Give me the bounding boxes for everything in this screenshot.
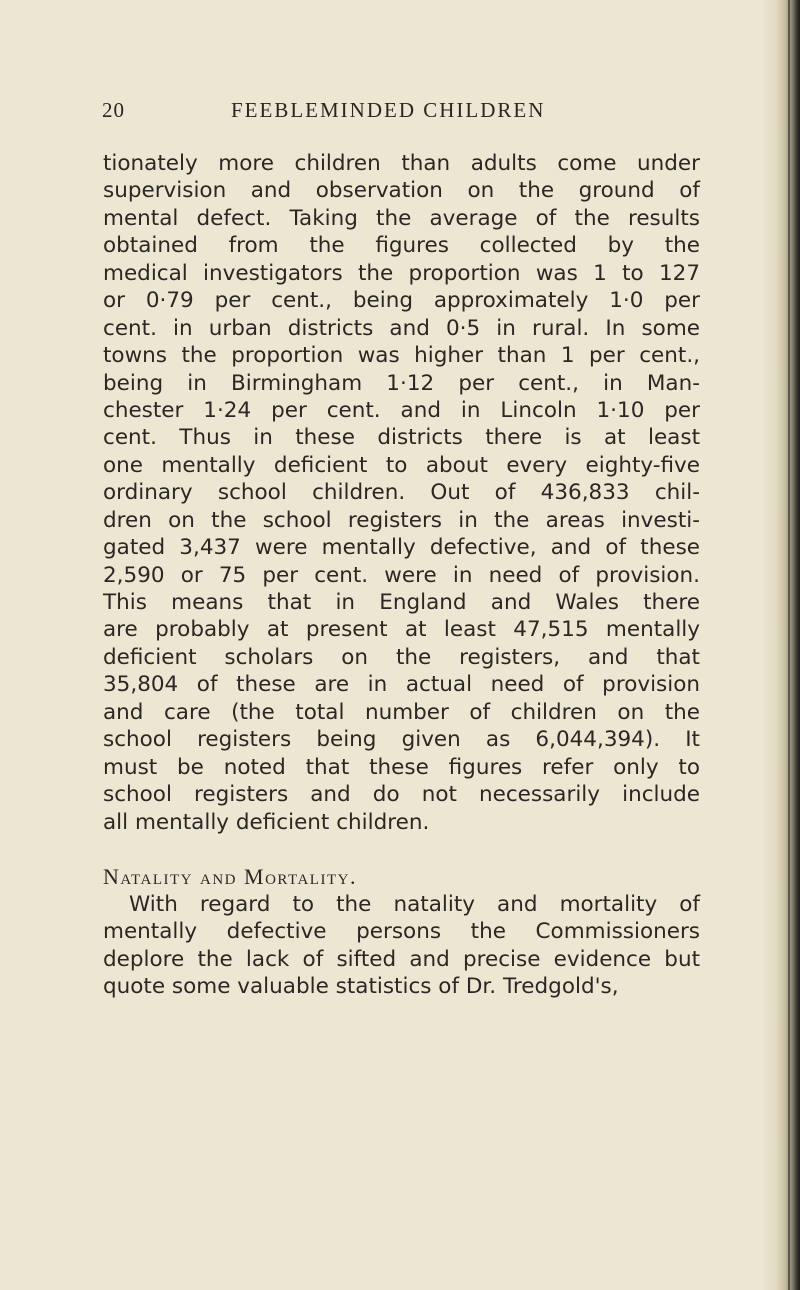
text-line: With regard to the natality and mortality of (129, 891, 700, 917)
text-line: deficient scholars on the registers, and that (103, 644, 700, 670)
text-line: chester 1·24 per cent. and in Lincoln 1·10 per (103, 397, 700, 423)
text-line: This means that in England and Wales there (103, 590, 700, 615)
text-line: all mentally deficient children. (103, 809, 430, 835)
text-line: deplore the lack of sifted and precise evidence but (103, 946, 700, 972)
text-line: quote some valuable statistics of Dr. Tredgold's, (103, 974, 619, 1000)
paragraph (103, 150, 700, 836)
text-line: cent. Thus in these districts there is at least (103, 425, 700, 451)
running-title: FEEBLEMINDED CHILDREN (231, 98, 546, 122)
text-line: towns the proportion was higher than 1 per cent., (103, 343, 700, 369)
text-line: medical investigators the proportion was 1 to 127 (103, 260, 700, 286)
text-line: mental defect. Taking the average of the results (103, 205, 700, 231)
text-line: ordinary school children. Out of 436,833 chil- (103, 480, 700, 506)
text-line: 2,590 or 75 per cent. were in need of provision. (103, 562, 700, 588)
paragraph (103, 891, 700, 1001)
text-line: cent. in urban districts and 0·5 in rural. In some (103, 315, 700, 341)
text-line: dren on the school registers in the areas investi- (103, 507, 700, 533)
text-line: must be noted that these figures refer only to (103, 754, 700, 780)
text-line: are probably at present at least 47,515 mentally (103, 617, 700, 643)
text-line: and care (the total number of children on the (103, 699, 700, 725)
text-line: one mentally deficient to about every eighty-five (103, 452, 700, 478)
text-line: 35,804 of these are in actual need of provision (103, 672, 700, 698)
page-gutter-line (788, 0, 790, 1290)
text-line: school registers being given as 6,044,394). It (103, 727, 700, 753)
text-line: mentally defective persons the Commissioners (103, 919, 700, 945)
section-heading-text: Natality and Mortality. (103, 864, 357, 890)
text-line: school registers and do not necessarily include (103, 782, 700, 808)
text-line: tionately more children than adults come under (103, 151, 700, 176)
section-heading (103, 863, 700, 890)
text-line: or 0·79 per cent., being approximately 1·0 per (103, 288, 700, 314)
page-body (103, 150, 700, 1001)
text-line: being in Birmingham 1·12 per cent., in Man- (103, 370, 700, 396)
page-header (102, 98, 702, 128)
text-line: supervision and observation on the ground of (103, 178, 700, 204)
text-line: obtained from the figures collected by the (103, 233, 700, 259)
text-line: gated 3,437 were mentally defective, and of these (103, 535, 700, 561)
page-edge-shadow (762, 0, 800, 1290)
page-number: 20 (102, 98, 125, 122)
